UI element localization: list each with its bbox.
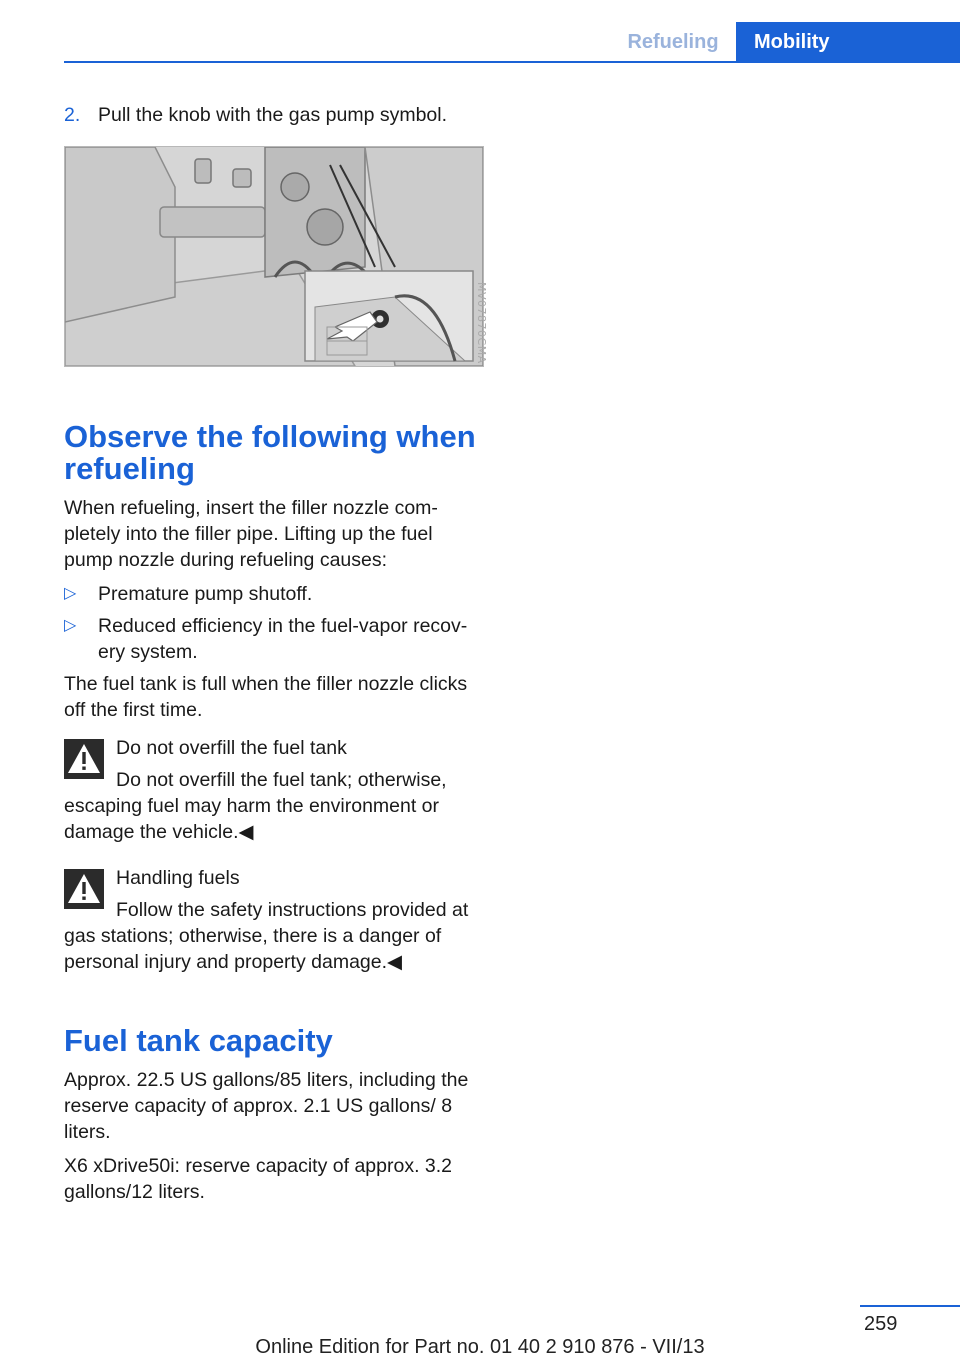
- step-item: [64, 102, 484, 128]
- list-item: [64, 581, 484, 607]
- step-number: 2.: [64, 104, 81, 126]
- observe-bullet-list: [64, 581, 484, 665]
- observe-intro: When refueling, insert the filler nozzle completely into the filler pipe. Lifting up the fuel pump nozzle during refueling causes:: [64, 497, 438, 571]
- capacity-x6-text: X6 xDrive50i: reserve capacity of approx. 3.2 gallons/12 liters.: [64, 1155, 453, 1203]
- bullet-text: Reduced efficiency in the fuel-vapor recovery system.: [98, 615, 468, 663]
- list-item: [64, 613, 484, 665]
- footer-rule: [860, 1305, 960, 1307]
- trunk-illustration: [64, 146, 484, 367]
- triangle-bullet-icon: ▷: [64, 617, 77, 634]
- warning-triangle-icon: [64, 739, 104, 779]
- warning-handling-fuels: [64, 865, 484, 975]
- triangle-bullet-icon: ▷: [64, 585, 77, 602]
- warning-body: Follow the safety instructions provided at gas stations; otherwise, there is a danger of personal injury and property damage.◀: [64, 899, 469, 973]
- warning-body: Do not overfill the fuel tank; otherwise, escaping fuel may harm the environment or damage the vehicle.◀: [64, 769, 447, 843]
- footer-edition: Online Edition for Part no. 01 40 2 910 876 - VII/13: [255, 1336, 705, 1358]
- page-number: 259: [864, 1313, 898, 1335]
- warning-title: Do not overfill the fuel tank: [116, 737, 347, 759]
- step-text: Pull the knob with the gas pump symbol.: [98, 104, 448, 126]
- header-section-tab: Refueling: [627, 31, 719, 53]
- observe-note: The fuel tank is full when the filler nozzle clicks off the first time.: [64, 673, 468, 721]
- warning-triangle-icon: [64, 869, 104, 909]
- warning-overfill: [64, 735, 484, 845]
- heading-observe: Observe the following when refueling: [64, 419, 476, 486]
- heading-fuel-capacity: Fuel tank capacity: [64, 1023, 333, 1058]
- header-chapter-tab: Mobility: [736, 22, 960, 62]
- bullet-text: Premature pump shutoff.: [98, 583, 313, 605]
- page-content: [64, 102, 484, 1205]
- trunk-drawing: [65, 147, 483, 366]
- header-rule: [64, 61, 960, 63]
- capacity-text: Approx. 22.5 US gallons/85 liters, including the reserve capacity of approx. 2.1 US gallons/ 8 liters.: [64, 1069, 469, 1143]
- figure-code: MV07870CMA: [475, 282, 488, 364]
- warning-title: Handling fuels: [116, 867, 240, 889]
